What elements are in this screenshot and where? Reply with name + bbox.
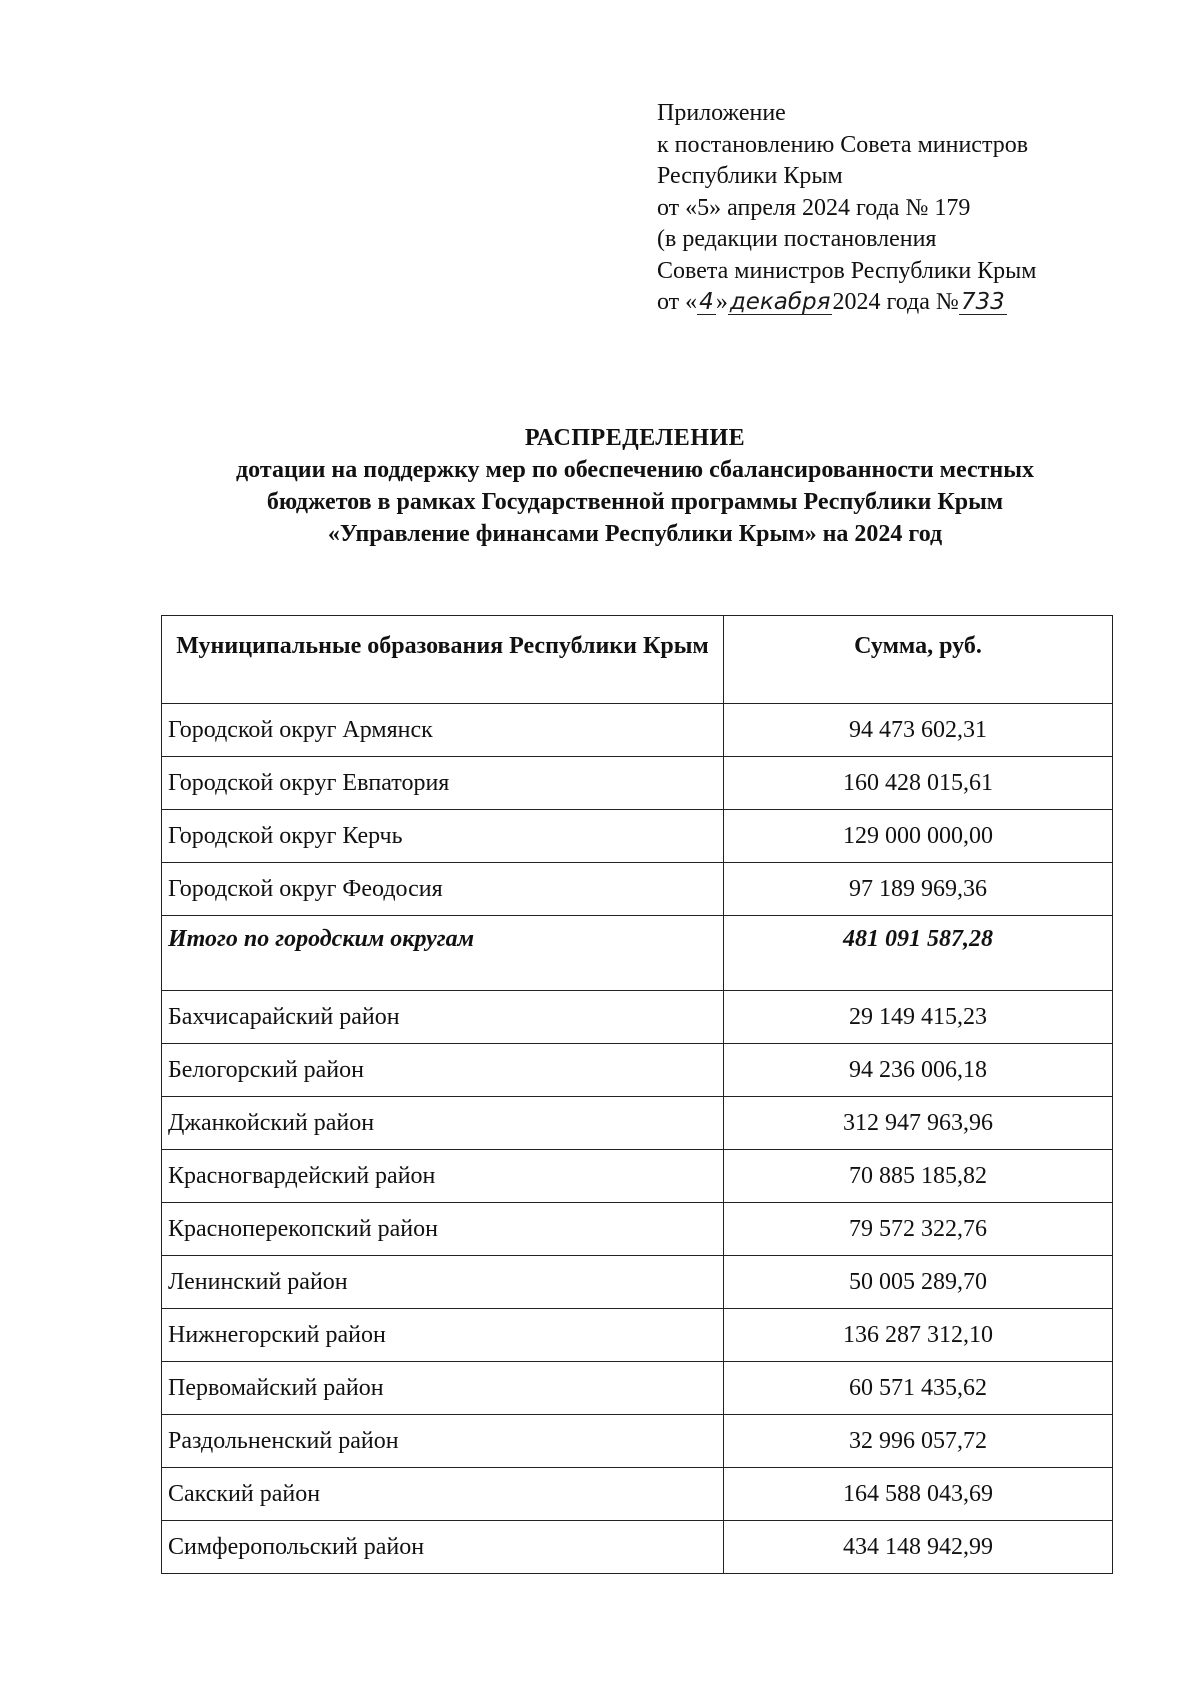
municipality-name: Первомайский район [162,1362,724,1415]
handwritten-number: 733 [960,289,1005,315]
table-row [162,1309,1113,1362]
table-row [162,863,1113,916]
table-row [162,991,1113,1044]
annex-block [657,98,1037,319]
amount-value: 312 947 963,96 [724,1097,1113,1150]
municipality-name: Сакский район [162,1468,724,1521]
annex-mid: 2024 года № [832,289,959,315]
amount-value: 164 588 043,69 [724,1468,1113,1521]
table-row [162,1203,1113,1256]
amount-value: 160 428 015,61 [724,757,1113,810]
amount-value: 60 571 435,62 [724,1362,1113,1415]
amount-value: 136 287 312,10 [724,1309,1113,1362]
municipality-name: Красногвардейский район [162,1150,724,1203]
annex-line: Приложение [657,100,786,126]
annex-prefix: от « [657,289,698,315]
document-title [0,422,1200,550]
table-row [162,757,1113,810]
municipality-name: Симферопольский район [162,1521,724,1574]
amount-value: 481 091 587,28 [724,916,1113,991]
table-row [162,1415,1113,1468]
amount-value: 97 189 969,36 [724,863,1113,916]
annex-line: Совета министров Республики Крым [657,257,1037,284]
handwritten-month: декабря [729,289,831,315]
table-total-row [162,916,1113,991]
municipality-name: Городской округ Керчь [162,810,724,863]
municipality-name: Городской округ Армянск [162,704,724,757]
annex-line: к постановлению Совета министров [657,131,1029,158]
table-row [162,704,1113,757]
municipality-name: Раздольненский район [162,1415,724,1468]
municipality-name: Джанкойский район [162,1097,724,1150]
table-row [162,1150,1113,1203]
municipality-name: Красноперекопский район [162,1203,724,1256]
municipality-name: Ленинский район [162,1256,724,1309]
municipality-name: Городской округ Евпатория [162,757,724,810]
table-row [162,1044,1113,1097]
annex-line: (в редакции постановления [657,226,937,252]
amount-value: 70 885 185,82 [724,1150,1113,1203]
header-municipalities: Муниципальные образования Республики Крым [162,616,724,704]
title-line: «Управление финансами Республики Крым» на 2024 год [327,521,943,547]
title-line: дотации на поддержку мер по обеспечению сбалансированности местных [236,457,1034,483]
amount-value: 94 473 602,31 [724,704,1113,757]
distribution-table [161,615,1113,1574]
table-row [162,1256,1113,1309]
title-main: РАСПРЕДЕЛЕНИЕ [524,425,746,451]
amount-value: 94 236 006,18 [724,1044,1113,1097]
amount-value: 79 572 322,76 [724,1203,1113,1256]
municipality-name: Городской округ Феодосия [162,863,724,916]
table-row [162,1521,1113,1574]
table-row [162,1097,1113,1150]
header-amount: Сумма, руб. [724,616,1113,704]
amount-value: 434 148 942,99 [724,1521,1113,1574]
table-row [162,1362,1113,1415]
table-row [162,1468,1113,1521]
title-line: бюджетов в рамках Государственной программы Республики Крым [266,489,1004,515]
municipality-name: Бахчисарайский район [162,991,724,1044]
municipality-name: Итого по городским округам [162,916,724,991]
annex-line: Республики Крым [657,163,843,189]
annex-sep: » [715,289,728,315]
table-header-row [162,616,1113,704]
amount-value: 29 149 415,23 [724,991,1113,1044]
amount-value: 50 005 289,70 [724,1256,1113,1309]
annex-line-amended-date [657,287,1037,319]
municipality-name: Белогорский район [162,1044,724,1097]
annex-line: от «5» апреля 2024 года № 179 [657,194,971,221]
municipality-name: Нижнегорский район [162,1309,724,1362]
amount-value: 32 996 057,72 [724,1415,1113,1468]
handwritten-day: 4 [699,289,714,315]
table-row [162,810,1113,863]
amount-value: 129 000 000,00 [724,810,1113,863]
